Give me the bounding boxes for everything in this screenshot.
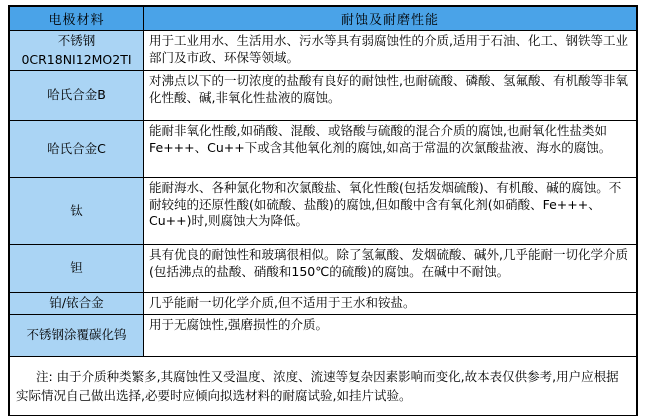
performance-cell: 具有优良的耐蚀性和玻璃很相似。除了氢氟酸、发烟硫酸、碱外,几乎能耐一切化学介质(包括沸点的盐酸、硝酸和150℃的硫酸)的腐蚀。在碱中不耐蚀。 — [144, 245, 638, 293]
performance-cell: 用于工业用水、生活用水、污水等具有弱腐蚀性的介质,适用于石油、化工、钢铁等工业部门及市政、环保等领域。 — [144, 31, 638, 71]
material-cell — [9, 71, 144, 121]
material-cell — [9, 178, 144, 245]
note-row — [9, 357, 637, 416]
material-name: 不锈钢 — [57, 33, 96, 49]
material-cell — [9, 315, 144, 357]
table-note: 注: 由于介质种类繁多,其腐蚀性又受温度、浓度、流速等复杂因素影响而变化,故本表仅供参考,用户应根据实际情况自己做出选择,必要时应倾向拟选材料的耐腐试验,如挂片试验。 — [9, 357, 637, 416]
material-grade: 0CR18NI12MO2TI — [21, 51, 132, 67]
electrode-corrosion-table — [8, 5, 638, 416]
table-row — [9, 71, 637, 121]
material-name: 哈氏合金B — [47, 87, 106, 103]
performance-cell: 用于无腐蚀性,强磨损性的介质。 — [144, 315, 638, 357]
material-name: 铂/铱合金 — [49, 295, 104, 311]
material-cell — [9, 293, 144, 315]
performance-cell: 对沸点以下的一切浓度的盐酸有良好的耐蚀性,也耐硫酸、磷酸、氢氟酸、有机酸等非氧化性酸、碱,非氧化性盐液的腐蚀。 — [144, 71, 638, 121]
table-row — [9, 245, 637, 293]
column-header-material: 电极材料 — [9, 6, 144, 31]
table-row — [9, 293, 637, 315]
material-cell — [9, 245, 144, 293]
table-row — [9, 178, 637, 245]
performance-cell: 能耐海水、各种氯化物和次氯酸盐、氧化性酸(包括发烟硫酸)、有机酸、碱的腐蚀。不耐较纯的还原性酸(如硫酸、盐酸)的腐蚀,但如酸中含有氧化剂(如硝酸、Fe+++、Cu++)时,则腐蚀大为降低。 — [144, 178, 638, 245]
material-cell — [9, 121, 144, 178]
table-row — [9, 315, 637, 357]
performance-cell: 能耐非氧化性酸,如硝酸、混酸、或铬酸与硫酸的混合介质的腐蚀,也耐氧化性盐类如Fe+++、Cu++下或含其他氧化剂的腐蚀,如高于常温的次氯酸盐液、海水的腐蚀。 — [144, 121, 638, 178]
material-name: 钛 — [70, 202, 83, 218]
performance-cell: 几乎能耐一切化学介质,但不适用于王水和铵盐。 — [144, 293, 638, 315]
table-row — [9, 31, 637, 71]
table-row — [9, 121, 637, 178]
material-name: 哈氏合金C — [47, 140, 106, 156]
column-header-performance: 耐蚀及耐磨性能 — [144, 6, 638, 31]
material-name: 钽 — [70, 260, 83, 276]
material-cell — [9, 31, 144, 71]
table-header-row — [9, 6, 637, 31]
material-name: 不锈钢涂覆碳化钨 — [26, 327, 127, 343]
